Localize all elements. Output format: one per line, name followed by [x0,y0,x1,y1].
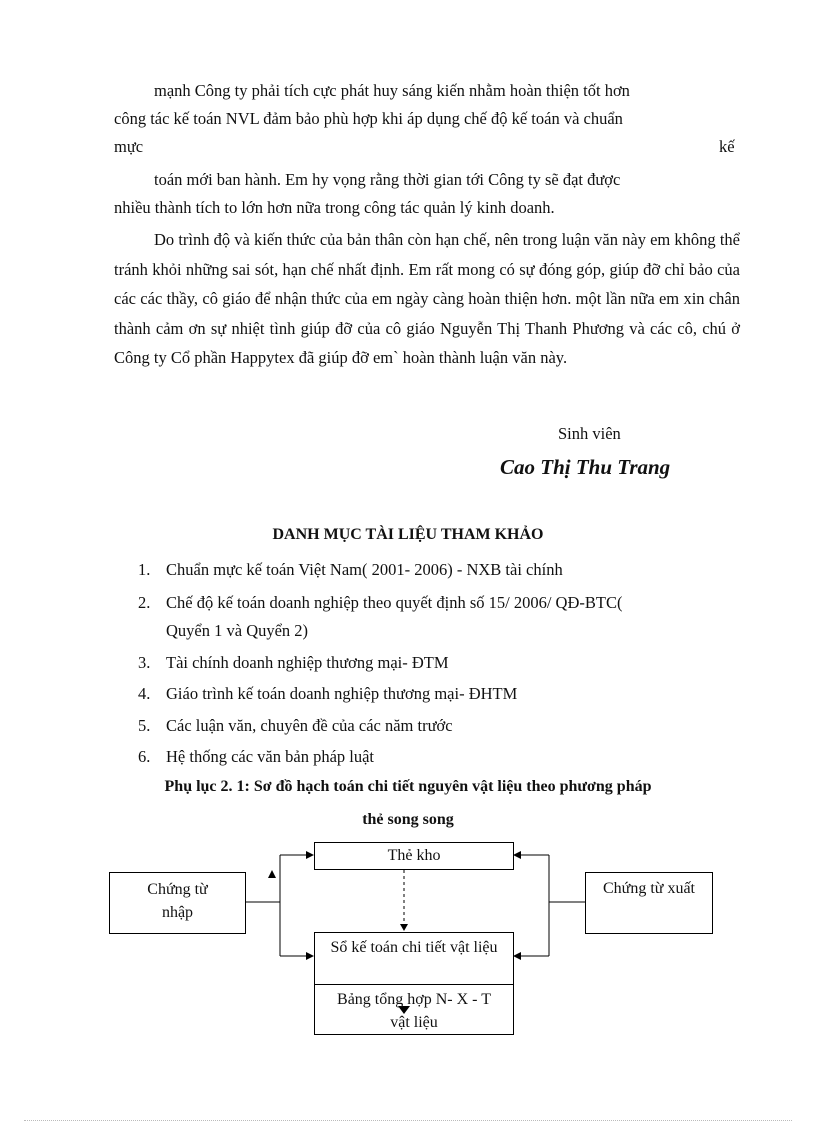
box-bang-tong-hop [314,984,514,1035]
appendix-title-line-1: Phụ lục 2. 1: Sơ đồ hạch toán chi tiết nguyên vật liệu theo phương pháp [164,778,652,795]
reference-number: 2. [138,593,151,612]
reference-number: 1. [138,560,151,579]
reference-number: 6. [138,747,151,766]
reference-number: 5. [138,716,151,735]
paragraph-1-line-3-right: kế [719,137,735,156]
reference-text: Quyển 1 và Quyển 2) [166,621,309,640]
paragraph-1-line-2: công tác kế toán NVL đảm bảo phù hợp khi áp dụng chế độ kế toán và chuẩn [114,109,623,128]
signature-role: Sinh viên [558,424,621,443]
box-chung-tu-xuat [585,872,713,934]
reference-text: Chế độ kế toán doanh nghiệp theo quyết định số 15/ 2006/ QĐ-BTC( [166,593,623,612]
paragraph-2-line-1: toán mới ban hành. Em hy vọng rằng thời gian tới Công ty sẽ đạt được [154,170,621,189]
box-chung-tu-xuat-label: Chứng từ xuất [602,880,695,897]
paragraph-2-line-2: nhiều thành tích to lớn hơn nữa trong công tác quản lý kinh doanh. [114,198,555,217]
small-up-arrow [268,870,276,878]
appendix-title-line-2: thẻ song song [362,811,454,828]
reference-number: 3. [138,653,151,672]
signature-name: Cao Thị Thu Trang [500,455,671,479]
box-the-kho-label: Thẻ kho [387,847,441,864]
reference-text: Giáo trình kế toán doanh nghiệp thương mại- ĐHTM [166,684,518,703]
reference-text: Tài chính doanh nghiệp thương mại- ĐTM [166,653,449,672]
dashed-link-arrowhead [400,924,408,931]
reference-text: Hệ thống các văn bản pháp luật [166,747,375,766]
reference-text: Các luận văn, chuyên đề của các năm trước [166,716,453,735]
paragraph-3: Do trình độ và kiến thức của bản thân còn hạn chế, nên trong luận văn này em không thể tránh khỏi những sai sót, hạn chế nhất định. Em rất mong có sự đóng góp, giúp đỡ chỉ bảo của các các thầy, cô giáo để nhận thức của em ngày càng hoàn thiện hơn. một lần nữa em xin chân thành cảm ơn sự nhiệt tình giúp đỡ của cô giáo Nguyễn Thị Thanh Phương và các cô, chú ở Công ty Cổ phần Happytex đã giúp đỡ em` hoàn thành luận văn này. [114,230,740,367]
paragraph-1-line-1: mạnh Công ty phải tích cực phát huy sáng kiến nhằm hoàn thiện tốt hơn [154,81,630,100]
box-so-ke-toan-label: Sổ kế toán chi tiết vật liệu [330,939,498,956]
box-bang-tong-hop-label: Bảng tổng hợp N- X - T vật liệu [337,991,491,1031]
box-chung-tu-nhap-label: Chứng từ nhập [147,881,208,921]
footer-dotted-rule [24,1120,792,1121]
reference-number: 4. [138,684,151,703]
box-chung-tu-nhap [109,872,246,934]
references-title: DANH MỤC TÀI LIỆU THAM KHẢO [272,526,544,543]
reference-text: Chuẩn mực kế toán Việt Nam( 2001- 2006) - NXB tài chính [166,560,563,579]
box-so-ke-toan [314,932,514,985]
box-the-kho [314,842,514,870]
paragraph-1-line-3-left: mực [114,137,144,156]
